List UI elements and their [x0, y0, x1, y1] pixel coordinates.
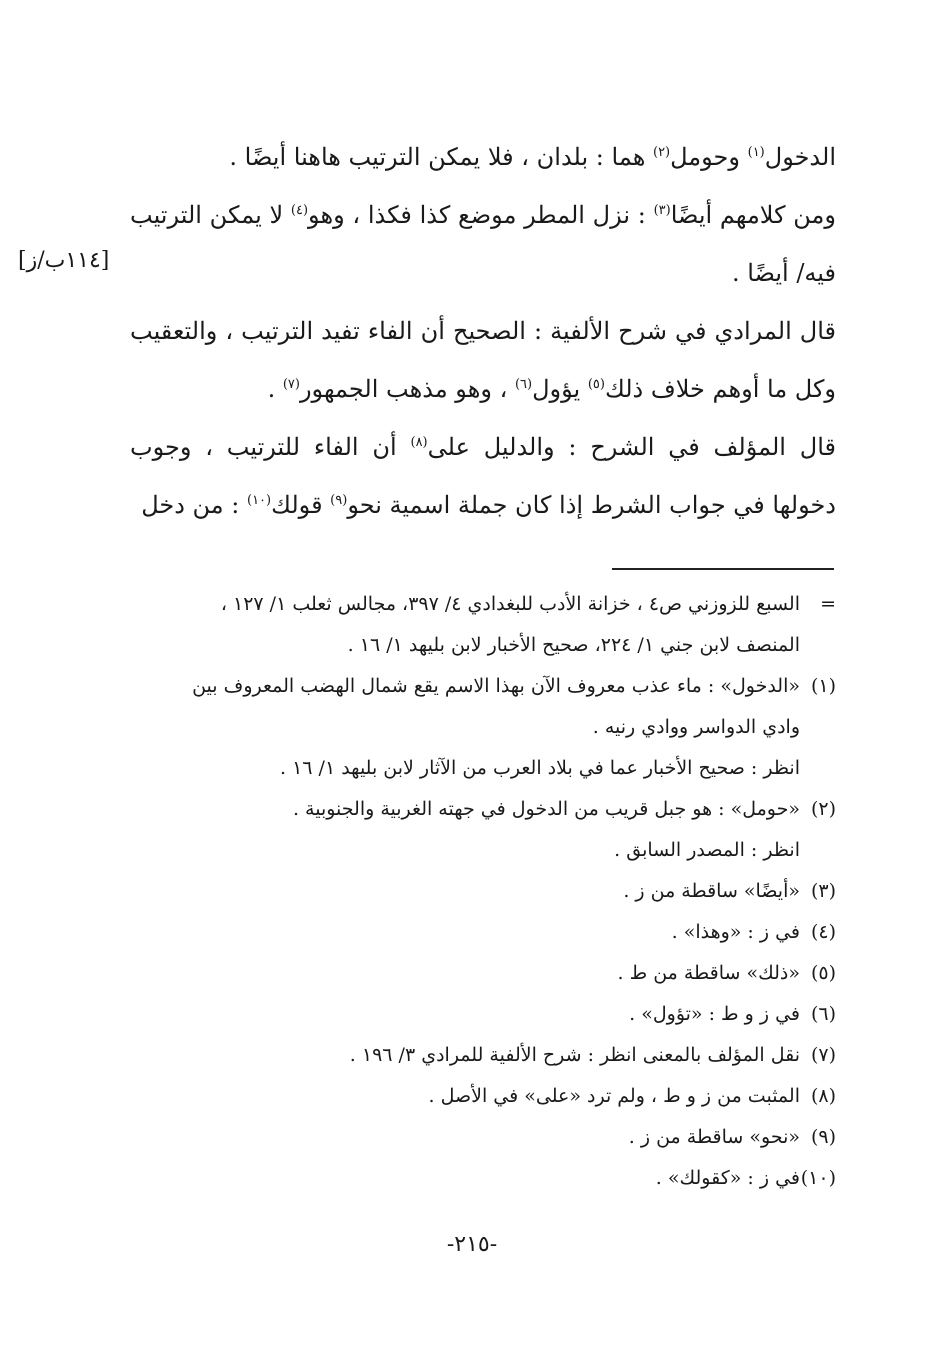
footnote — [126, 871, 836, 912]
text-run: وحومل — [670, 143, 748, 171]
footnote-text — [126, 1076, 800, 1117]
footnote-line: المثبت من ز و ط ، ولم ترد «على» في الأصل . — [428, 1085, 800, 1107]
paragraph — [130, 128, 836, 186]
footnote — [126, 994, 836, 1035]
footnote-text — [126, 789, 800, 871]
footnote-text — [126, 584, 800, 666]
footnote — [126, 666, 836, 789]
footnote-text — [126, 1117, 800, 1158]
footnote-line: نقل المؤلف بالمعنى انظر : شرح الألفية للمرادي ٣/ ١٩٦ . — [349, 1044, 800, 1066]
main-text — [130, 128, 836, 534]
footnote-number: (٣) — [810, 880, 836, 902]
text-run: ، وهو مذهب الجمهور — [299, 375, 515, 403]
paragraph — [130, 418, 836, 534]
footnote-ref: (٧) — [282, 377, 300, 392]
footnote-line: انظر : المصدر السابق . — [614, 839, 800, 861]
footnote-ref: (٩) — [330, 493, 348, 508]
footnote — [126, 1076, 836, 1117]
margin-folio-note: [١١٤ب/ز] — [18, 248, 110, 273]
footnote-ref: (٤) — [290, 203, 309, 218]
footnote-ref: (٥) — [587, 377, 605, 392]
footnote-number: (١٠) — [800, 1167, 836, 1189]
footnote-number: (٥) — [810, 962, 836, 984]
text-run: : نزل المطر موضع كذا فكذا ، وهو — [308, 201, 654, 229]
paragraph — [130, 186, 836, 302]
footnote-text — [126, 1158, 800, 1199]
footnote — [126, 584, 836, 666]
footnote-line: وادي الدواسر ووادي رنيه . — [592, 716, 800, 738]
footnote-ref: (١) — [747, 145, 765, 160]
footnote — [126, 912, 836, 953]
footnote — [126, 1158, 836, 1199]
footnote-number: (١) — [810, 675, 836, 697]
footnote-separator — [612, 568, 834, 570]
text-run: ومن كلامهم أيضًا — [670, 201, 836, 229]
footnote-number: (٧) — [810, 1044, 836, 1066]
footnote-ref: (١٠) — [247, 493, 272, 508]
footnote-text — [126, 666, 800, 789]
text-run: قولك — [271, 491, 331, 519]
paragraph — [130, 302, 836, 418]
text-run: الدخول — [764, 143, 836, 171]
footnote-line: في ز : «كقولك» . — [655, 1167, 800, 1189]
footnote-text — [126, 1035, 800, 1076]
footnote-ref: (٣) — [653, 203, 671, 218]
footnote — [126, 789, 836, 871]
text-run: لا يمكن الترتيب فيه/ أيضًا . — [130, 201, 836, 287]
footnote-line: «الدخول» : ماء عذب معروف الآن بهذا الاسم يقع شمال الهضب المعروف بين — [192, 675, 800, 697]
text-run: قال المؤلف في الشرح : والدليل على — [427, 433, 836, 461]
footnote-text — [126, 912, 800, 953]
footnote — [126, 1035, 836, 1076]
footnote-ref: (٢) — [652, 145, 671, 160]
footnote-line: «ذلك» ساقطة من ط . — [617, 962, 800, 984]
footnote-line: «أيضًا» ساقطة من ز . — [623, 880, 800, 902]
footnote-text — [126, 871, 800, 912]
text-run: هما : بلدان ، فلا يمكن الترتيب هاهنا أيضًا . — [229, 143, 653, 171]
footnote-line: المنصف لابن جني ١/ ٢٢٤، صحيح الأخبار لابن بليهد ١/ ١٦ . — [347, 634, 800, 656]
footnote-line: انظر : صحيح الأخبار عما في بلاد العرب من الآثار لابن بليهد ١/ ١٦ . — [279, 757, 800, 779]
text-run: : من دخل — [141, 491, 247, 519]
footnote-number: = — [820, 593, 836, 615]
footnote-line: «حومل» : هو جبل قريب من الدخول في جهته الغربية والجنوبية . — [292, 798, 800, 820]
footnote-number: (٤) — [810, 921, 836, 943]
text-run: . — [267, 375, 283, 403]
footnote-text — [126, 953, 800, 994]
footnote-number: (٢) — [810, 798, 836, 820]
footnote-line: في ز : «وهذا» . — [671, 921, 800, 943]
footnote-number: (٩) — [810, 1126, 836, 1148]
footnote-line: «نحو» ساقطة من ز . — [628, 1126, 800, 1148]
footnote-number: (٦) — [810, 1003, 836, 1025]
footnote-text — [126, 994, 800, 1035]
footnote-line: السبع للزوزني ص٤ ، خزانة الأدب للبغدادي ٤/ ٣٩٧، مجالس ثعلب ١/ ١٢٧ ، — [220, 593, 800, 615]
footnote — [126, 953, 836, 994]
text-run: يؤول — [532, 375, 588, 403]
footnotes — [126, 584, 836, 1199]
footnote — [126, 1117, 836, 1158]
footnote-line: في ز و ط : «تؤول» . — [629, 1003, 800, 1025]
page-number: -٢١٥- — [446, 1232, 498, 1257]
footnote-ref: (٦) — [514, 377, 533, 392]
text-run: أن الفاء للترتيب ، وجوب دخولها في جواب الشرط إذا كان جملة اسمية نحو — [130, 433, 836, 519]
footnote-ref: (٨) — [410, 435, 428, 450]
footnote-number: (٨) — [810, 1085, 836, 1107]
text-run: قال المرادي في شرح الألفية : الصحيح أن الفاء تفيد الترتيب ، والتعقيب وكل ما أوهم خلاف ذلك — [130, 317, 836, 403]
